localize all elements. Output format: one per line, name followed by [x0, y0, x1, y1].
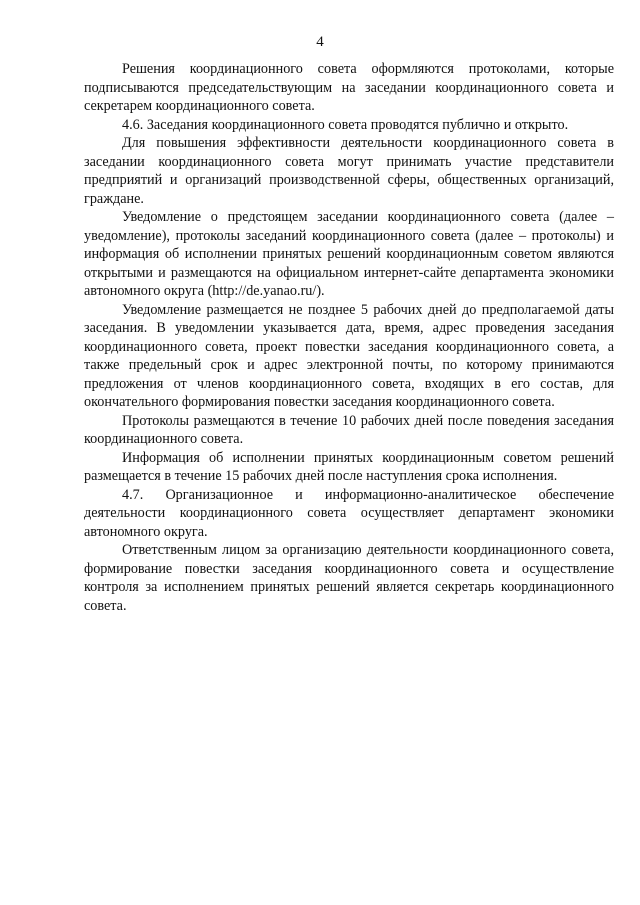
paragraph-decisions-info-timing: Информация об исполнении принятых координационным советом решений размещается в течение 15 рабочих дней после наступления срока исполнения. — [84, 449, 614, 484]
page-number: 4 — [316, 34, 324, 50]
paragraph-participants: Для повышения эффективности деятельности координационного совета в заседании координационного совета могут принимать участие представители предприятий и организаций производственной сферы, общественных организаций, граждане. — [84, 135, 614, 207]
paragraph-notification-openness: Уведомление о предстоящем заседании координационного совета (далее – уведомление), протоколы заседаний координационного совета (далее – протоколы) и информация об исполнении принятых решений координационным советом являются открытыми и размещаются на официальном интернет-сайте департамента экономики автономного округа (http://de.yanao.ru/). — [84, 209, 614, 299]
paragraph-4-7-support: 4.7. Организационное и информационно-аналитическое обеспечение деятельности координационного совета осуществляет департамент экономики автономного округа. — [84, 486, 614, 540]
paragraph-protocols-timing: Протоколы размещаются в течение 10 рабочих дней после поведения заседания координационного совета. — [84, 412, 614, 447]
document-body — [84, 60, 614, 615]
paragraph-notification-timing: Уведомление размещается не позднее 5 рабочих дней до предполагаемой даты заседания. В уведомлении указывается дата, время, адрес проведения заседания координационного совета, проект повестки заседания координационного совета, а также предельный срок и адрес электронной почты, по которому принимаются предложения от членов координационного совета, входящих в его состав, для окончательного формирования повестки заседания координационного совета. — [84, 301, 614, 410]
paragraph-decisions-protocols: Решения координационного совета оформляются протоколами, которые подписываются председательствующим на заседании координационного совета и секретарем координационного совета. — [84, 61, 614, 114]
paragraph-4-6-public-meetings: 4.6. Заседания координационного совета проводятся публично и открыто. — [122, 116, 569, 133]
paragraph-responsible-person: Ответственным лицом за организацию деятельности координационного совета, формирование повестки заседания координационного совета и осуществление контроля за исполнением принятых решений является секретарь координационного совета. — [84, 542, 614, 614]
